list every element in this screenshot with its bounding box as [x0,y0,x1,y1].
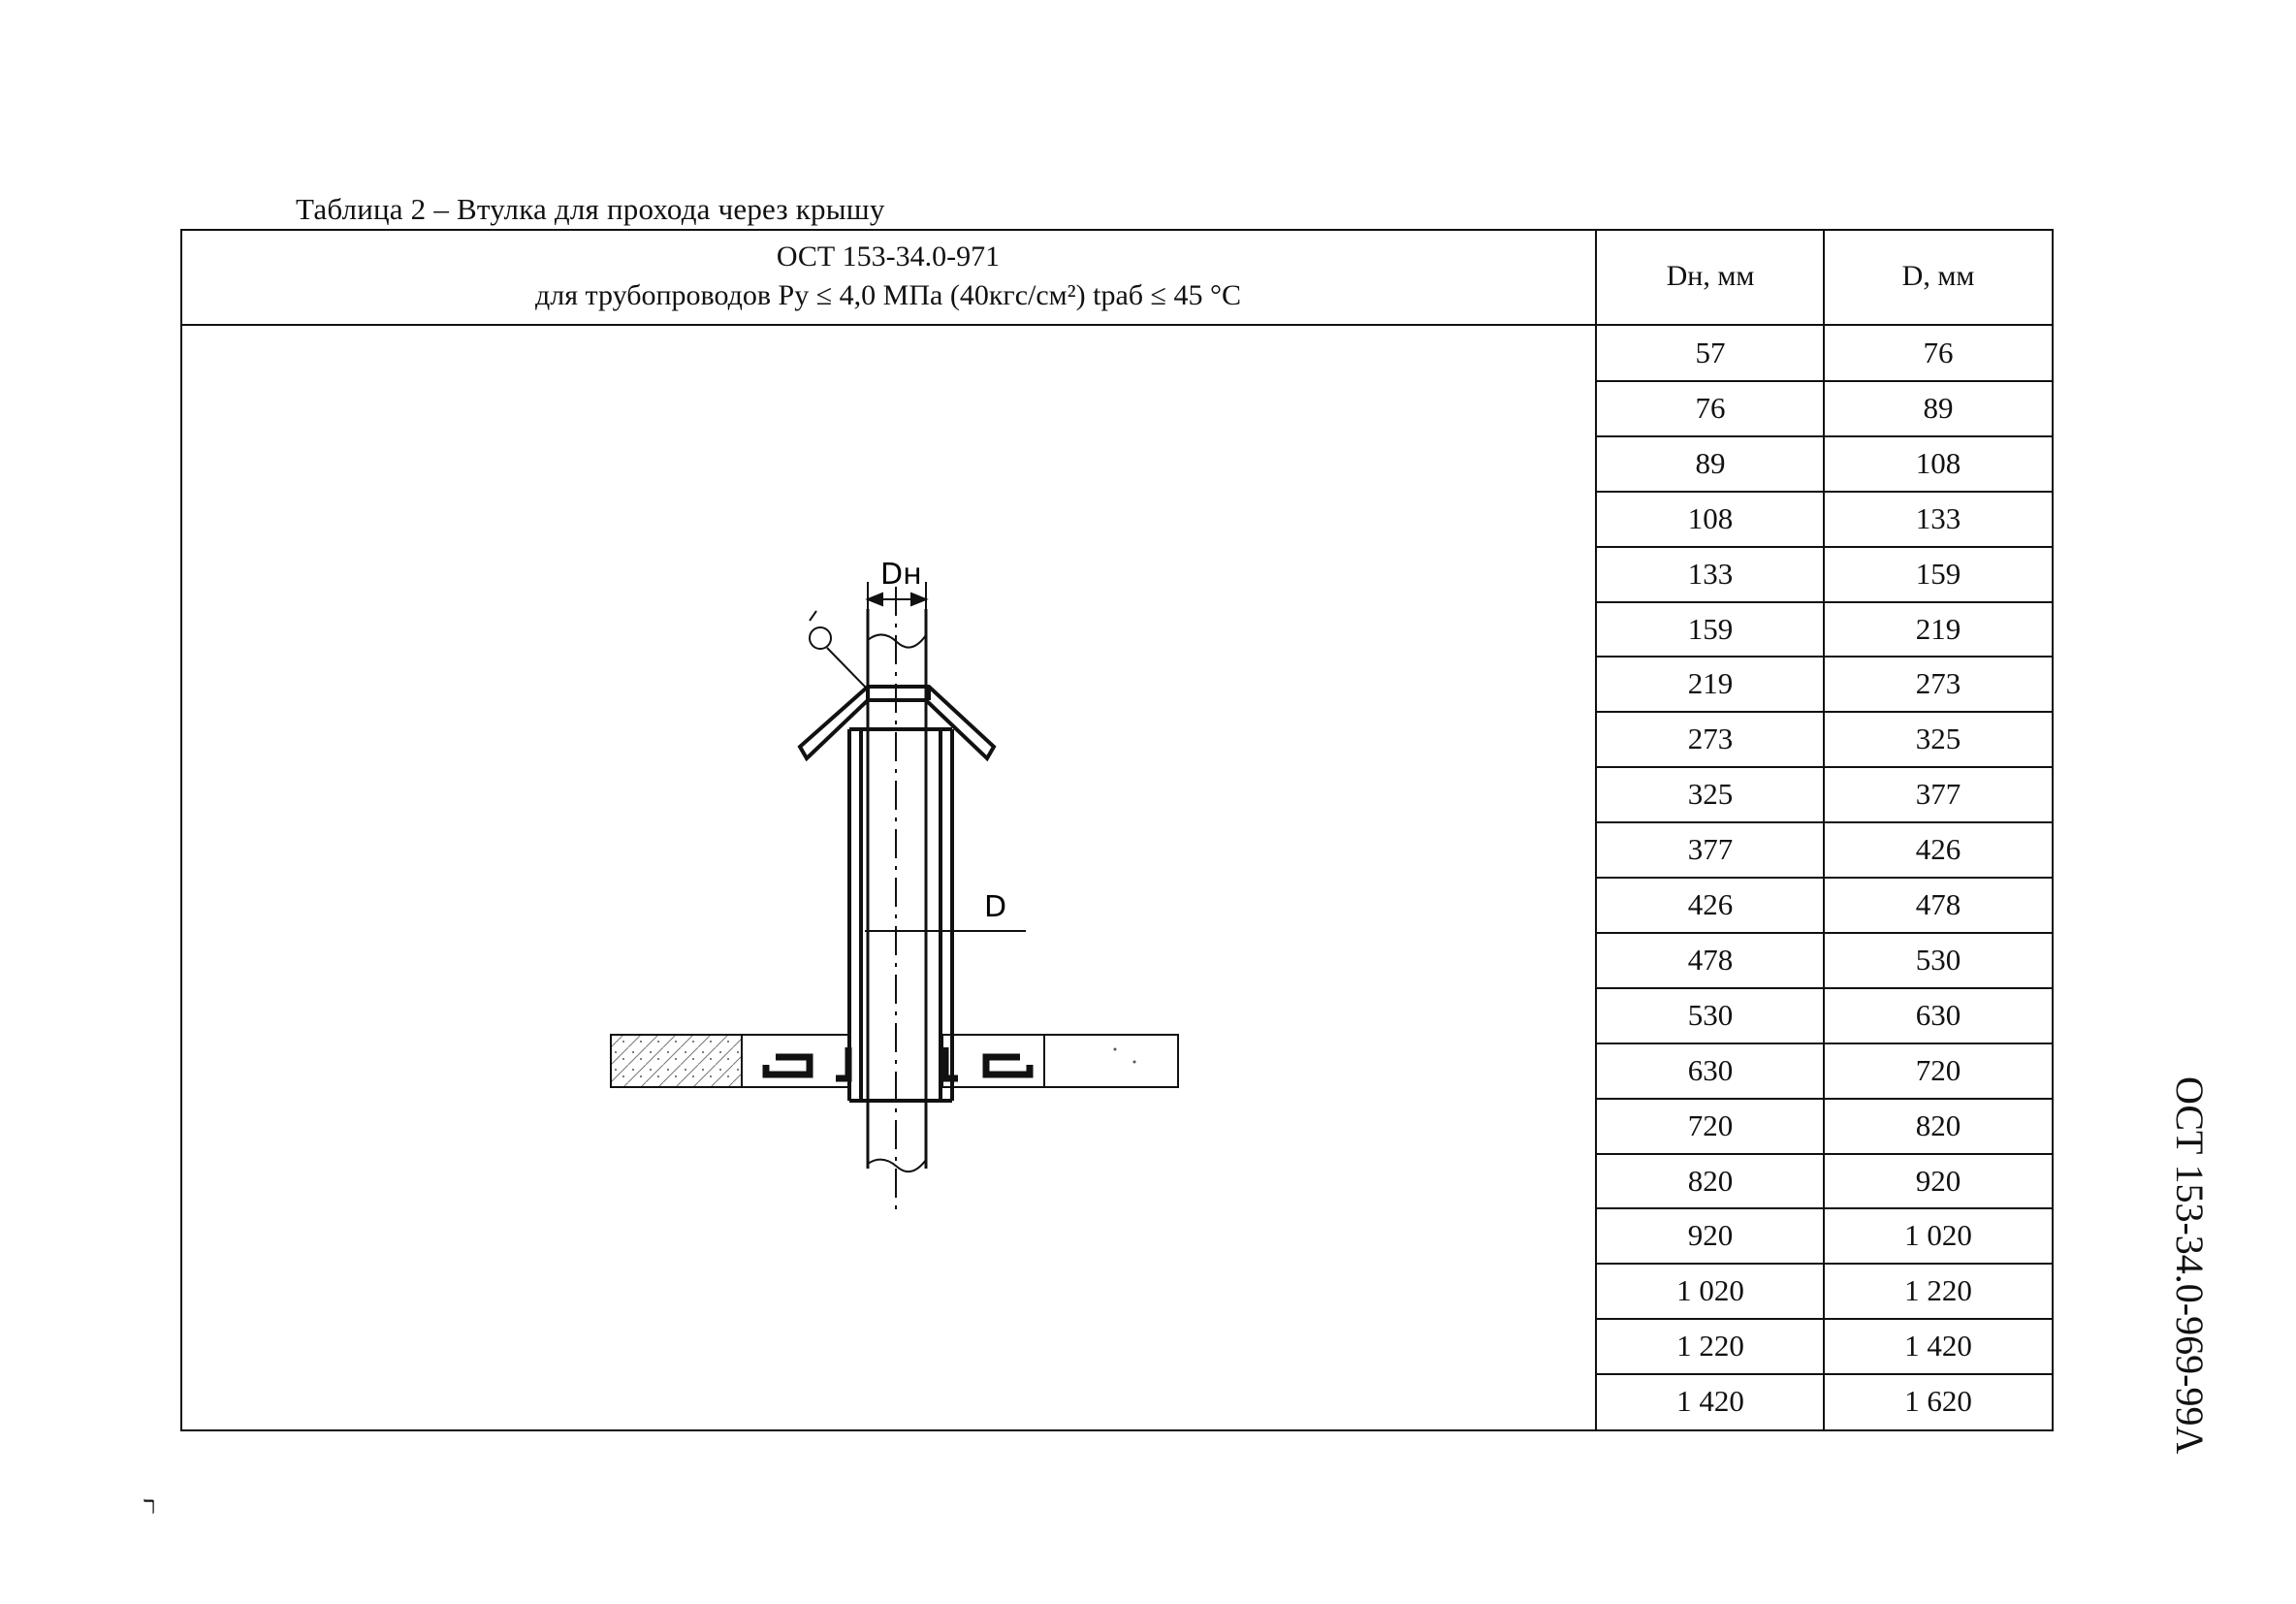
cell-dn: 133 [1687,556,1734,591]
cell-dn: 1 020 [1676,1273,1744,1308]
cell-dn: 426 [1687,887,1734,921]
sleeve-tube [849,729,952,1101]
cell-dn: 630 [1687,1052,1734,1087]
cell-d: 273 [1915,666,1961,701]
cell-d: 1 020 [1904,1218,1972,1253]
cell-dn: 478 [1687,942,1734,977]
cell-dn: 57 [1695,336,1726,369]
cell-d: 630 [1915,997,1961,1032]
weld-leader [810,611,867,689]
cell-d: 820 [1915,1107,1961,1142]
cell-dn: 1 220 [1676,1329,1744,1363]
cell-d: 76 [1923,336,1954,369]
label-dn: Dн [880,558,922,592]
cell-d: 426 [1915,832,1961,867]
cell-d: 377 [1915,777,1961,812]
cell-d: 89 [1923,390,1954,425]
cell-dn: 273 [1687,722,1734,756]
cell-dn: 219 [1687,666,1734,701]
cell-d: 219 [1915,611,1961,646]
cell-dn: 377 [1687,832,1734,867]
document-code-vertical: ОСТ 153-34.0-969-99Λ [2168,1076,2212,1455]
column-header-d: D, мм [1825,229,2052,326]
page-corner-mark: ר [144,1492,156,1520]
cell-dn: 159 [1687,611,1734,646]
cell-d: 133 [1915,500,1961,535]
table-caption: Таблица 2 – Втулка для прохода через крышу [296,192,885,226]
cell-d: 720 [1915,1052,1961,1087]
cell-d: 530 [1915,942,1961,977]
cell-dn: 720 [1687,1107,1734,1142]
roof-slab [611,1035,1178,1087]
cell-dn: 530 [1687,997,1734,1032]
cell-dn: 325 [1687,777,1734,812]
label-d: D [984,890,1007,924]
header-conditions: для трубопроводов Ру ≤ 4,0 МПа (40кгс/см²) tраб ≤ 45 °С [534,279,1242,311]
cell-d: 920 [1915,1163,1961,1198]
cell-d: 325 [1915,722,1961,756]
cell-d: 1 220 [1904,1273,1972,1308]
cell-dn: 89 [1695,445,1726,480]
cell-dn: 820 [1687,1163,1734,1198]
cell-d: 159 [1915,556,1961,591]
column-header-dn: Dн, мм [1597,229,1824,326]
cell-dn: 1 420 [1676,1384,1744,1419]
cell-dn: 108 [1687,500,1734,535]
cell-d: 108 [1915,445,1961,480]
cell-d: 1 420 [1904,1329,1972,1363]
cell-dn: 76 [1695,390,1726,425]
cell-dn: 920 [1687,1218,1734,1253]
header-standard: ОСТ 153-34.0-971 [776,241,1001,273]
cell-d: 478 [1915,887,1961,921]
cell-d: 1 620 [1904,1384,1972,1419]
